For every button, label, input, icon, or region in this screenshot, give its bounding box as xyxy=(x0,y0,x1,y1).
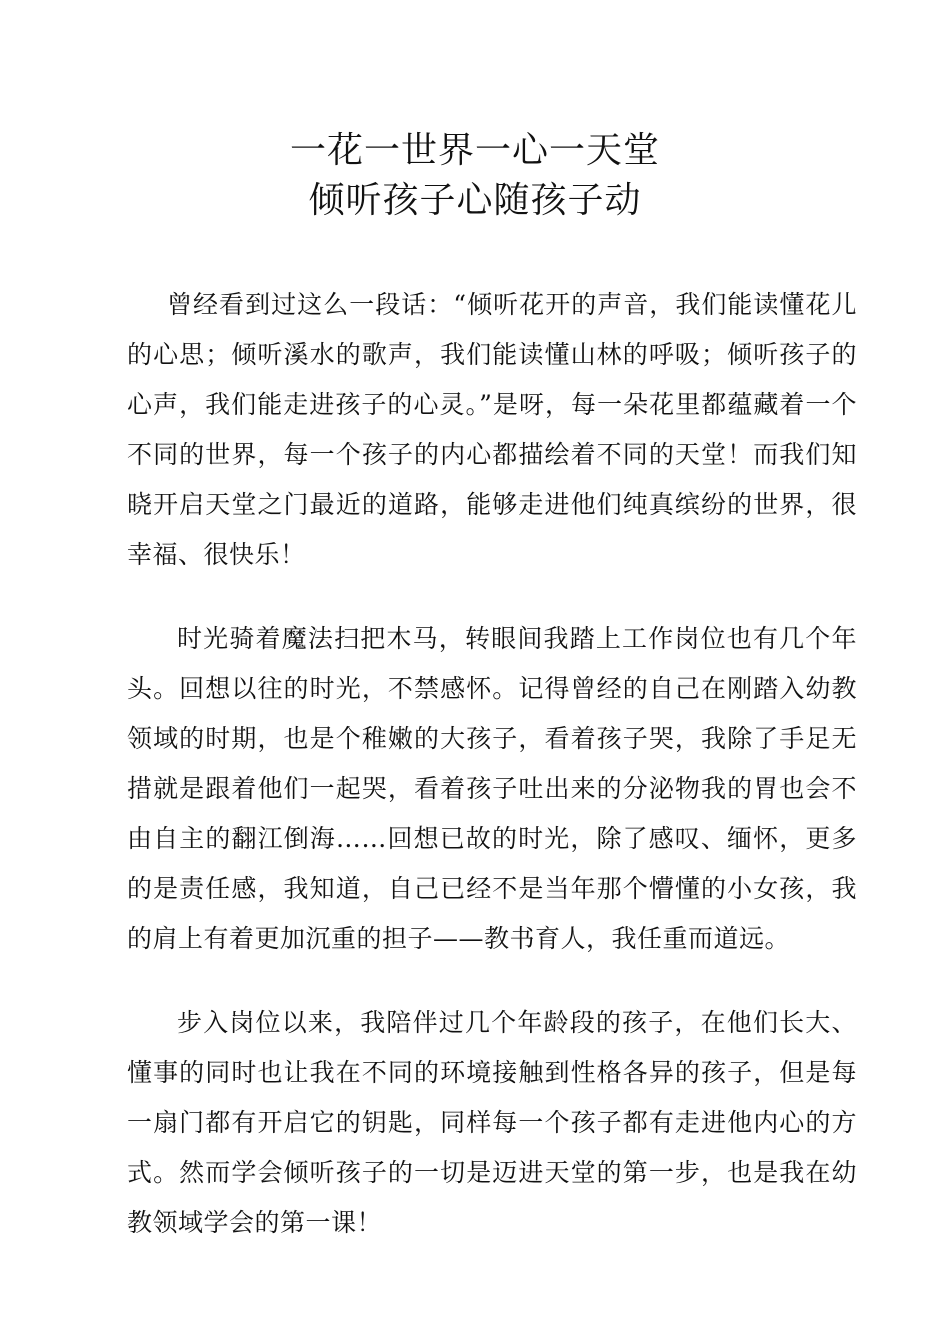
paragraph-2: 时光骑着魔法扫把木马，转眼间我踏上工作岗位也有几个年头。回想以往的时光，不禁感怀。记得曾经的自己在刚踏入幼教领域的时期，也是个稚嫩的大孩子，看着孩子哭，我除了手足无措就是跟着他们一起哭，看着孩子吐出来的分泌物我的胃也会不由自主的翻江倒海……回想已故的时光，除了感叹、缅怀，更多的是责任感，我知道，自己已经不是当年那个懵懂的小女孩，我的肩上有着更加沉重的担子——教书育人，我任重而道远。 xyxy=(127,624,857,953)
article-body xyxy=(127,280,857,1282)
paragraph-1: 曾经看到过这么一段话：“倾听花开的声音，我们能读懂花儿的心思；倾听溪水的歌声，我们能读懂山林的呼吸；倾听孩子的心声，我们能走进孩子的心灵。”是呀，每一朵花里都蕴藏着一个不同的世界，每一个孩子的内心都描绘着不同的天堂！而我们知晓开启天堂之门最近的道路，能够走进他们纯真缤纷的世界，很幸福、很快乐！ xyxy=(127,290,857,569)
title-line-2: 倾听孩子心随孩子动 xyxy=(308,180,642,221)
title-line-1: 一花一世界一心一天堂 xyxy=(289,130,660,171)
title-block xyxy=(0,126,950,226)
paragraph-3: 步入岗位以来，我陪伴过几个年龄段的孩子，在他们长大、懂事的同时也让我在不同的环境接触到性格各异的孩子，但是每一扇门都有开启它的钥匙，同样每一个孩子都有走进他内心的方式。然而学会倾听孩子的一切是迈进天堂的第一步，也是我在幼教领域学会的第一课！ xyxy=(127,1008,857,1237)
